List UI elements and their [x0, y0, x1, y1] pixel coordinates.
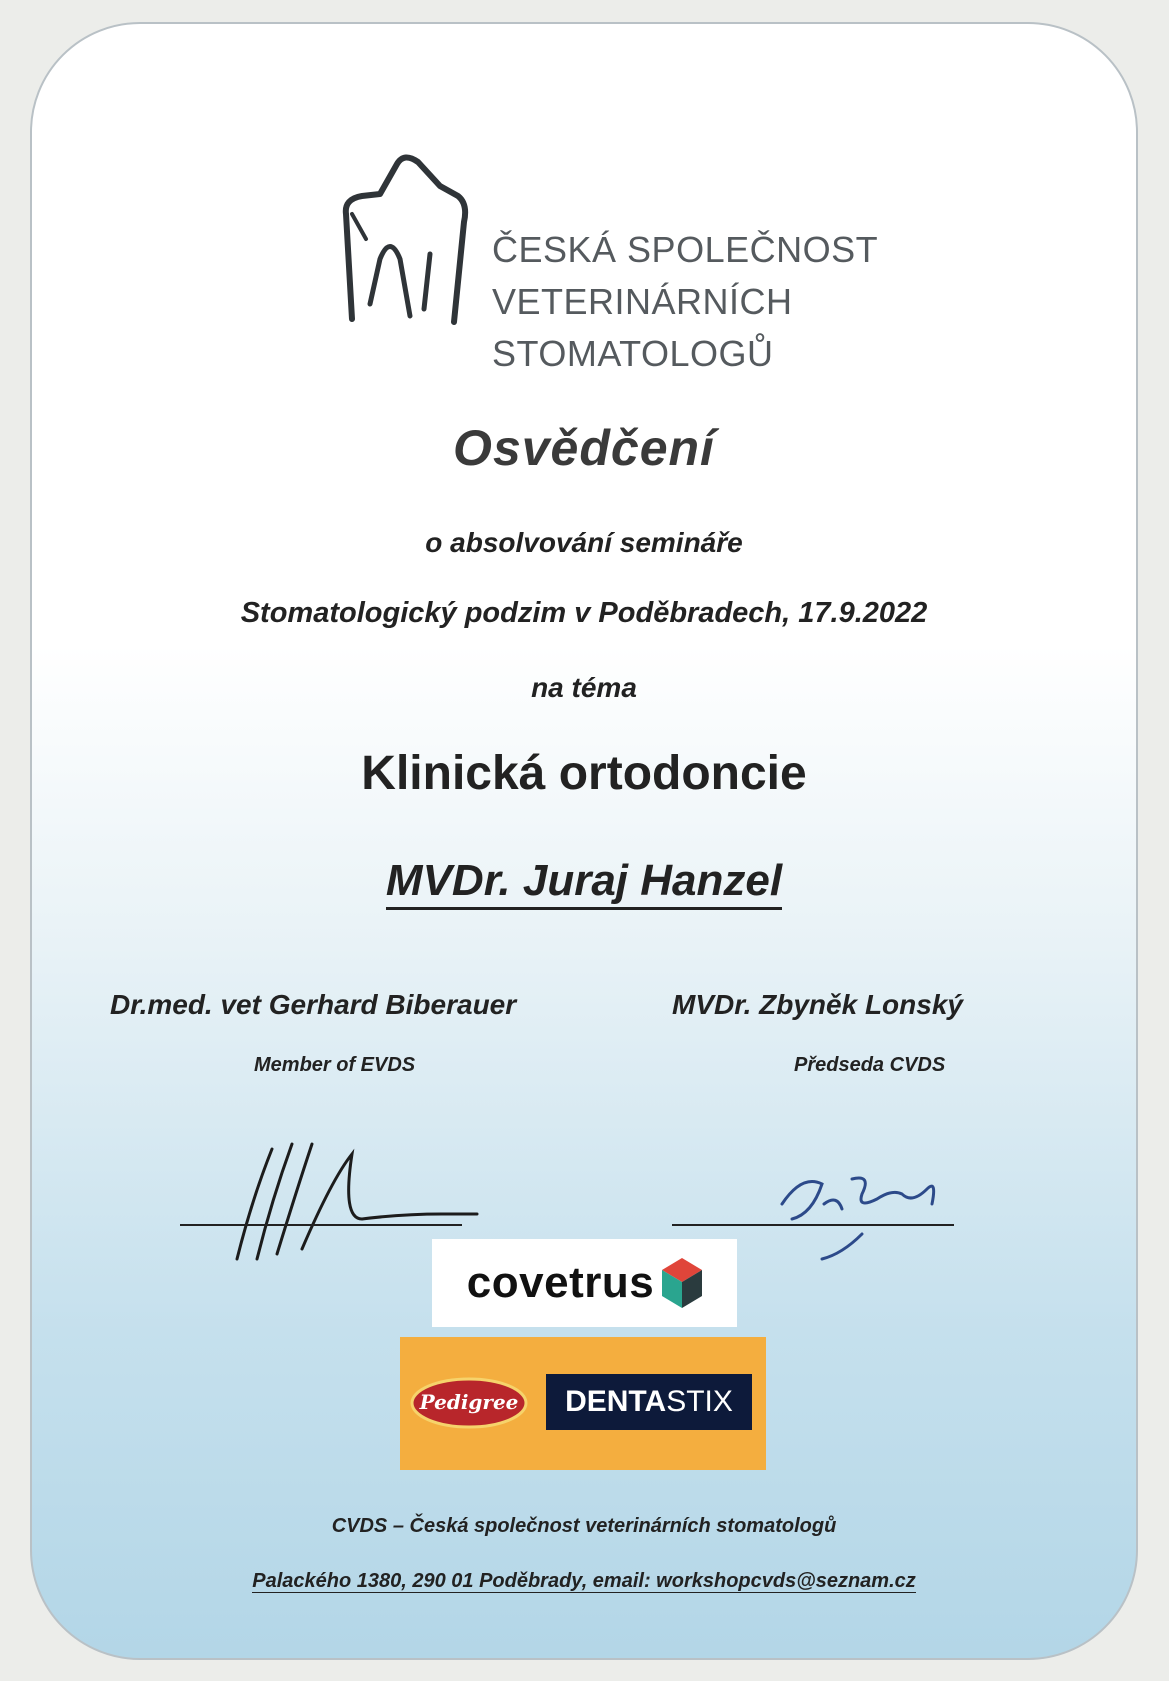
footer-address: [32, 1570, 1136, 1593]
lecturer-name: [32, 856, 1136, 906]
footer-address-text: Palackého 1380, 290 01 Poděbrady, email:: [252, 1570, 657, 1592]
signatory-name: Dr.med. vet Gerhard Biberauer: [110, 989, 517, 1020]
certificate-card: [30, 22, 1138, 1660]
tooth-house-logo-icon: [332, 144, 482, 364]
lecturer-name-text: MVDr. Juraj Hanzel: [386, 856, 782, 910]
seminar-topic: Klinická ortodoncie: [361, 747, 807, 800]
certificate-subtitle: o absolvování semináře: [425, 527, 743, 558]
organization-name-line: VETERINÁRNÍCH: [492, 281, 793, 322]
footer-email-link[interactable]: workshopcvds@seznam.cz: [656, 1570, 916, 1592]
dentastix-logo: [546, 1374, 752, 1430]
signatory-role: Member of EVDS: [254, 1054, 416, 1076]
covetrus-wordmark: covetrus: [466, 1258, 655, 1307]
dentastix-wordmark-light: STIX: [666, 1385, 733, 1418]
signatory-name: MVDr. Zbyněk Lonský: [672, 989, 963, 1020]
signature-lonsky: [762, 1134, 1002, 1264]
covetrus-logo: [432, 1239, 737, 1327]
topic-intro: na téma: [531, 672, 637, 703]
signatory-role: Předseda CVDS: [794, 1054, 946, 1076]
dentastix-wordmark-bold: DENTA: [565, 1385, 667, 1418]
covetrus-mark-icon: [662, 1258, 702, 1308]
organization-name-line: ČESKÁ SPOLEČNOST: [492, 229, 879, 270]
organization-name: [492, 224, 878, 380]
pedigree-wordmark: Pedigree: [419, 1390, 519, 1414]
organization-name-line: STOMATOLOGŮ: [492, 333, 774, 374]
signature-line: [180, 1224, 462, 1226]
certificate-title: Osvědčení: [453, 420, 715, 476]
signature-line: [672, 1224, 954, 1226]
pedigree-logo: [410, 1372, 528, 1434]
seminar-name: Stomatologický podzim v Poděbradech, 17.9.2022: [240, 597, 928, 629]
pedigree-dentastix-banner: [400, 1337, 766, 1470]
footer-organization: CVDS – Česká společnost veterinárních stomatologů: [331, 1515, 837, 1537]
